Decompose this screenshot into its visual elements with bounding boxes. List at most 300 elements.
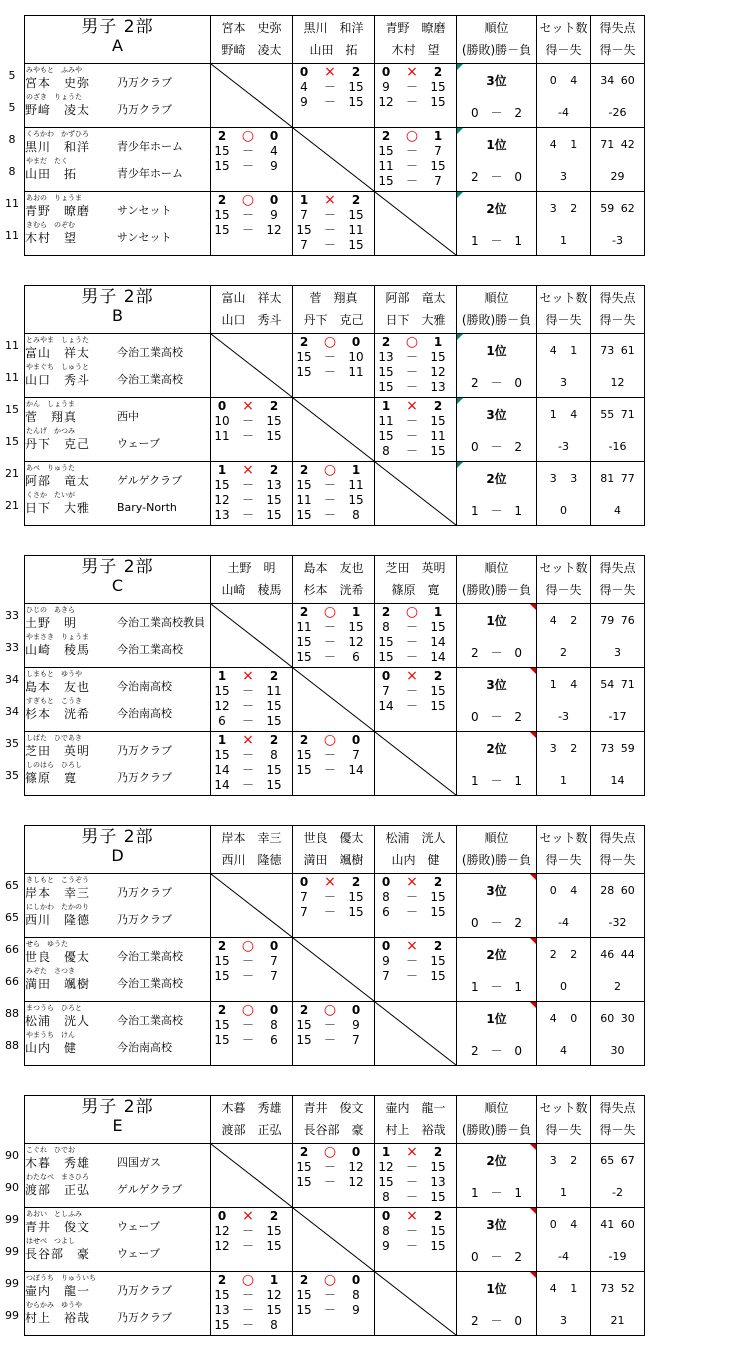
win-mark: ○ bbox=[241, 192, 255, 208]
game-score bbox=[293, 493, 369, 508]
game-score bbox=[375, 650, 451, 665]
win-loss-part: 1 bbox=[514, 980, 523, 994]
seed-number: 35 bbox=[5, 737, 19, 750]
game-score bbox=[375, 699, 451, 714]
score-value: 11 bbox=[296, 620, 312, 634]
game-score bbox=[211, 1318, 287, 1333]
score-value: 15 bbox=[348, 95, 364, 109]
win-loss-part: 1 bbox=[470, 774, 479, 788]
rank-cell bbox=[457, 874, 537, 938]
score-dash: － bbox=[323, 1160, 336, 1174]
group-b bbox=[0, 285, 748, 525]
score-value: 15 bbox=[430, 954, 446, 968]
pair-header-name: 芝田 英明 bbox=[385, 561, 446, 575]
points-count: 65 bbox=[600, 1154, 615, 1167]
sets-diff: 3 bbox=[560, 1314, 567, 1327]
score-value: 9 bbox=[270, 159, 278, 173]
points-header-line: 得－失 bbox=[599, 1123, 636, 1137]
points-cell bbox=[591, 334, 645, 398]
sets-diff: 1 bbox=[560, 774, 567, 787]
score-value: 15 bbox=[296, 1160, 312, 1174]
pair-row bbox=[25, 462, 645, 526]
player-reading: はせべ つよし bbox=[26, 1237, 75, 1245]
player-reading: すぎもと こうき bbox=[26, 697, 82, 705]
corner-marker bbox=[530, 1002, 536, 1008]
player-team: 青少年ホーム bbox=[117, 167, 183, 180]
score-value: 15 bbox=[378, 635, 394, 649]
sets-cell bbox=[537, 64, 591, 128]
sets-cell bbox=[537, 1144, 591, 1208]
score-value: 15 bbox=[348, 208, 364, 222]
player-reading: きしもと こうぞう bbox=[26, 876, 89, 884]
points-cell bbox=[591, 732, 645, 796]
score-value: 15 bbox=[214, 478, 230, 492]
pair-row bbox=[25, 192, 645, 256]
corner-marker bbox=[530, 938, 536, 944]
points-cell bbox=[591, 462, 645, 526]
points-diff: 30 bbox=[610, 1044, 625, 1057]
match-result bbox=[211, 463, 287, 478]
score-value: 7 bbox=[352, 1033, 360, 1047]
score-value: 13 bbox=[266, 478, 282, 492]
rank-place: 1位 bbox=[486, 1012, 507, 1026]
loss-mark: × bbox=[242, 462, 254, 478]
match-result bbox=[375, 1209, 451, 1224]
loss-mark: × bbox=[242, 668, 254, 684]
points-count: 52 bbox=[620, 1282, 635, 1295]
self-cell bbox=[293, 128, 375, 192]
score-value: 12 bbox=[430, 365, 446, 379]
sets-count: 4 bbox=[570, 1218, 578, 1231]
sets-cell bbox=[537, 938, 591, 1002]
match-cell bbox=[375, 128, 457, 192]
sets-count: 2 bbox=[570, 614, 578, 627]
player-reading: やまうち けん bbox=[26, 1031, 75, 1039]
game-score bbox=[293, 763, 369, 778]
sets-won: 2 bbox=[217, 193, 227, 207]
pair-row bbox=[25, 334, 645, 398]
game-score bbox=[211, 1239, 287, 1254]
score-value: 15 bbox=[378, 380, 394, 394]
score-dash: － bbox=[241, 969, 254, 983]
seed-number: 33 bbox=[5, 609, 19, 622]
score-value: 7 bbox=[300, 208, 308, 222]
score-value: 11 bbox=[378, 159, 394, 173]
pair-cell bbox=[25, 1002, 211, 1066]
corner-marker bbox=[457, 64, 463, 70]
points-count: 42 bbox=[620, 138, 635, 151]
score-value: 15 bbox=[296, 1175, 312, 1189]
corner-marker bbox=[530, 874, 536, 880]
pair-header bbox=[375, 826, 457, 874]
match-result bbox=[375, 875, 451, 890]
score-value: 8 bbox=[382, 1190, 390, 1204]
score-dash: － bbox=[405, 699, 418, 713]
group-letter: A bbox=[112, 36, 123, 55]
diagonal-line bbox=[375, 1272, 456, 1335]
sets-header bbox=[537, 16, 591, 64]
score-value: 11 bbox=[378, 414, 394, 428]
group-title-cell bbox=[25, 286, 211, 334]
score-dash: － bbox=[405, 905, 418, 919]
pair-header-name: 杉本 洸希 bbox=[303, 583, 364, 597]
win-loss-part: 0 bbox=[470, 916, 479, 930]
win-mark: ○ bbox=[323, 1002, 337, 1018]
sets-count: 0 bbox=[549, 74, 557, 87]
sets-lost: 2 bbox=[433, 399, 443, 413]
sets-lost: 2 bbox=[269, 669, 279, 683]
win-loss-part: 2 bbox=[514, 1250, 523, 1264]
win-loss bbox=[457, 1186, 536, 1200]
game-score bbox=[211, 478, 287, 493]
score-value: 15 bbox=[348, 238, 364, 252]
group-letter: B bbox=[112, 306, 123, 325]
points-diff: 4 bbox=[614, 504, 621, 517]
points-count: 60 bbox=[620, 74, 635, 87]
score-value: 15 bbox=[430, 444, 446, 458]
seed-number: 34 bbox=[5, 705, 19, 718]
score-value: 8 bbox=[382, 444, 390, 458]
points-header-line: 得失点 bbox=[599, 561, 636, 575]
win-loss-part: 0 bbox=[470, 440, 479, 454]
game-score bbox=[293, 238, 369, 253]
score-value: 9 bbox=[382, 80, 390, 94]
sets-lost: 2 bbox=[433, 939, 443, 953]
score-value: 8 bbox=[270, 1018, 278, 1032]
self-cell bbox=[293, 1208, 375, 1272]
seed-number: 99 bbox=[5, 1245, 19, 1258]
match-result bbox=[293, 65, 369, 80]
rank-cell bbox=[457, 128, 537, 192]
rank-header-line: (勝敗)勝－負 bbox=[461, 313, 532, 327]
sets-lost: 2 bbox=[433, 669, 443, 683]
score-dash: － bbox=[241, 144, 254, 158]
seed-number: 66 bbox=[5, 943, 19, 956]
score-dash: － bbox=[241, 159, 254, 173]
match-result bbox=[211, 1209, 287, 1224]
player-reading: せら ゆうた bbox=[26, 940, 68, 948]
score-value: 15 bbox=[348, 620, 364, 634]
sets-won: 0 bbox=[299, 65, 309, 79]
sets-lost: 1 bbox=[433, 335, 443, 349]
sets-won: 1 bbox=[381, 399, 391, 413]
game-score bbox=[293, 890, 369, 905]
player-reading: まつうら ひろと bbox=[26, 1004, 82, 1012]
score-value: 9 bbox=[300, 95, 308, 109]
win-loss bbox=[457, 440, 536, 454]
win-loss-part: － bbox=[490, 980, 503, 994]
score-value: 11 bbox=[348, 365, 364, 379]
rank-cell bbox=[457, 1002, 537, 1066]
player-team: 今治工業高校 bbox=[117, 1014, 183, 1027]
points-count: 41 bbox=[600, 1218, 615, 1231]
player-name: 木暮 秀雄 bbox=[25, 1156, 91, 1170]
score-dash: － bbox=[405, 635, 418, 649]
diagonal-line bbox=[293, 938, 374, 1001]
score-value: 8 bbox=[382, 890, 390, 904]
match-result bbox=[211, 1273, 287, 1288]
match-result bbox=[375, 605, 451, 620]
game-score bbox=[375, 1224, 451, 1239]
game-score bbox=[375, 635, 451, 650]
score-value: 12 bbox=[348, 1175, 364, 1189]
player-team: 乃万クラブ bbox=[117, 1284, 172, 1297]
sets-count: 4 bbox=[549, 1282, 557, 1295]
pair-row bbox=[25, 938, 645, 1002]
pair-header bbox=[375, 1096, 457, 1144]
score-value: 15 bbox=[296, 1288, 312, 1302]
player-team: ゲルゲクラブ bbox=[117, 474, 183, 487]
match-cell bbox=[211, 668, 293, 732]
player-name: 山口 秀斗 bbox=[25, 373, 91, 387]
points-diff: 29 bbox=[610, 170, 625, 183]
sets-won: 1 bbox=[217, 463, 227, 477]
score-value: 13 bbox=[430, 380, 446, 394]
game-score bbox=[375, 174, 451, 189]
rank-header-line: 順位 bbox=[484, 831, 509, 845]
sets-diff: -4 bbox=[558, 916, 569, 929]
score-dash: － bbox=[405, 159, 418, 173]
score-value: 15 bbox=[348, 905, 364, 919]
player-reading: しばた ひであき bbox=[26, 734, 82, 742]
player-team: 乃万クラブ bbox=[117, 886, 172, 899]
score-value: 15 bbox=[214, 1288, 230, 1302]
rank-place: 1位 bbox=[486, 344, 507, 358]
sets-lost: 1 bbox=[433, 605, 443, 619]
score-dash: － bbox=[323, 1303, 336, 1317]
pair-cell bbox=[25, 938, 211, 1002]
pair-header bbox=[375, 286, 457, 334]
rank-place: 1位 bbox=[486, 614, 507, 628]
pair-row bbox=[25, 874, 645, 938]
score-dash: － bbox=[323, 508, 336, 522]
score-dash: － bbox=[241, 1018, 254, 1032]
sets-diff: -4 bbox=[558, 106, 569, 119]
diagonal-line bbox=[375, 732, 456, 795]
score-dash: － bbox=[241, 508, 254, 522]
score-dash: － bbox=[405, 95, 418, 109]
score-value: 15 bbox=[430, 1239, 446, 1253]
points-count: 60 bbox=[620, 884, 635, 897]
sets-won: 0 bbox=[217, 399, 227, 413]
player-team: 西中 bbox=[117, 410, 139, 423]
game-score bbox=[211, 1033, 287, 1048]
loss-mark: × bbox=[324, 64, 336, 80]
sets-won: 1 bbox=[217, 669, 227, 683]
corner-marker bbox=[530, 668, 536, 674]
points-diff: 3 bbox=[614, 646, 621, 659]
sets-cell bbox=[537, 604, 591, 668]
score-dash: － bbox=[405, 80, 418, 94]
game-score bbox=[293, 1303, 369, 1318]
sets-diff: -3 bbox=[558, 440, 569, 453]
score-value: 13 bbox=[214, 508, 230, 522]
rank-place: 2位 bbox=[486, 948, 507, 962]
loss-mark: × bbox=[406, 64, 418, 80]
score-dash: － bbox=[323, 620, 336, 634]
sets-count: 2 bbox=[570, 948, 578, 961]
win-loss-part: 2 bbox=[470, 646, 479, 660]
player-name: 黒川 和洋 bbox=[25, 140, 91, 154]
win-loss bbox=[457, 234, 536, 248]
pair-cell bbox=[25, 398, 211, 462]
points-diff: -2 bbox=[612, 1186, 623, 1199]
points-header bbox=[591, 16, 645, 64]
score-dash: － bbox=[323, 365, 336, 379]
sets-diff: -3 bbox=[558, 710, 569, 723]
points-header-line: 得失点 bbox=[599, 831, 636, 845]
corner-marker bbox=[530, 1272, 536, 1278]
score-dash: － bbox=[405, 380, 418, 394]
corner-marker bbox=[457, 334, 463, 340]
sets-won: 0 bbox=[381, 1209, 391, 1223]
sets-count: 1 bbox=[570, 1282, 578, 1295]
win-loss-part: － bbox=[490, 1250, 503, 1264]
score-dash: － bbox=[405, 620, 418, 634]
self-cell bbox=[211, 64, 293, 128]
sets-lost: 0 bbox=[269, 939, 279, 953]
score-dash: － bbox=[323, 763, 336, 777]
win-loss bbox=[457, 1314, 536, 1328]
player-reading: くろかわ かずひろ bbox=[26, 130, 89, 138]
loss-mark: × bbox=[406, 668, 418, 684]
sets-count: 3 bbox=[549, 202, 557, 215]
group-table bbox=[24, 285, 645, 526]
game-score bbox=[211, 223, 287, 238]
player-team: 今治工業高校 bbox=[117, 950, 183, 963]
win-loss bbox=[457, 106, 536, 120]
game-score bbox=[211, 414, 287, 429]
rank-cell bbox=[457, 462, 537, 526]
score-value: 15 bbox=[348, 80, 364, 94]
sets-count: 3 bbox=[549, 742, 557, 755]
game-score bbox=[293, 80, 369, 95]
score-value: 14 bbox=[430, 635, 446, 649]
division-title: 男子 2部 bbox=[81, 827, 154, 847]
sets-count: 0 bbox=[549, 884, 557, 897]
pair-header-name: 島本 友也 bbox=[303, 561, 364, 575]
score-dash: － bbox=[241, 714, 254, 728]
rank-place: 1位 bbox=[486, 1282, 507, 1296]
pair-header bbox=[211, 1096, 293, 1144]
rank-place: 3位 bbox=[486, 74, 507, 88]
match-cell bbox=[375, 604, 457, 668]
score-value: 15 bbox=[430, 699, 446, 713]
match-result bbox=[293, 1003, 369, 1018]
seed-number: 88 bbox=[5, 1039, 19, 1052]
pair-cell bbox=[25, 1144, 211, 1208]
game-score bbox=[375, 1190, 451, 1205]
player-team: 乃万クラブ bbox=[117, 1311, 172, 1324]
score-value: 11 bbox=[348, 223, 364, 237]
game-score bbox=[211, 493, 287, 508]
score-value: 8 bbox=[382, 620, 390, 634]
sets-won: 1 bbox=[299, 193, 309, 207]
score-value: 12 bbox=[214, 1239, 230, 1253]
rank-place: 3位 bbox=[486, 884, 507, 898]
sets-header bbox=[537, 556, 591, 604]
rank-place: 2位 bbox=[486, 742, 507, 756]
win-loss-part: 0 bbox=[470, 106, 479, 120]
game-score bbox=[375, 1160, 451, 1175]
seed-number: 34 bbox=[5, 673, 19, 686]
score-value: 13 bbox=[214, 1303, 230, 1317]
win-loss-part: 0 bbox=[514, 1314, 523, 1328]
points-cell bbox=[591, 1272, 645, 1336]
self-cell bbox=[375, 462, 457, 526]
pair-header-name: 野崎 凌太 bbox=[221, 43, 282, 57]
points-header-line: 得－失 bbox=[599, 583, 636, 597]
pair-cell bbox=[25, 462, 211, 526]
group-table bbox=[24, 1095, 645, 1336]
sets-lost: 2 bbox=[269, 733, 279, 747]
sets-lost: 0 bbox=[269, 129, 279, 143]
sets-count: 4 bbox=[549, 614, 557, 627]
sets-lost: 2 bbox=[351, 875, 361, 889]
game-score bbox=[211, 954, 287, 969]
self-cell bbox=[293, 668, 375, 732]
pair-cell bbox=[25, 192, 211, 256]
sets-count: 0 bbox=[570, 1012, 578, 1025]
sets-lost: 2 bbox=[433, 1145, 443, 1159]
points-cell bbox=[591, 64, 645, 128]
pair-header-name: 篠原 寛 bbox=[391, 583, 440, 597]
points-count: 73 bbox=[600, 1282, 615, 1295]
corner-marker bbox=[530, 604, 536, 610]
win-mark: ○ bbox=[323, 1144, 337, 1160]
sets-won: 2 bbox=[217, 1003, 227, 1017]
win-loss bbox=[457, 774, 536, 788]
sets-count: 1 bbox=[549, 408, 557, 421]
score-dash: － bbox=[405, 1175, 418, 1189]
group-table bbox=[24, 555, 645, 796]
sets-lost: 2 bbox=[351, 193, 361, 207]
pair-row bbox=[25, 1144, 645, 1208]
sets-won: 1 bbox=[381, 1145, 391, 1159]
win-loss-part: 0 bbox=[514, 1044, 523, 1058]
game-score bbox=[375, 365, 451, 380]
score-value: 7 bbox=[300, 890, 308, 904]
player-team: 今治南高校 bbox=[117, 707, 172, 720]
score-value: 6 bbox=[218, 714, 226, 728]
game-score bbox=[211, 969, 287, 984]
rank-cell bbox=[457, 938, 537, 1002]
sets-cell bbox=[537, 128, 591, 192]
score-value: 6 bbox=[352, 650, 360, 664]
score-value: 7 bbox=[352, 748, 360, 762]
player-team: Bary-North bbox=[117, 501, 177, 514]
game-score bbox=[293, 508, 369, 523]
diagonal-line bbox=[211, 64, 292, 127]
rank-header-line: 順位 bbox=[484, 21, 509, 35]
player-name: 丹下 克己 bbox=[25, 437, 91, 451]
player-name: 山内 健 bbox=[25, 1041, 78, 1055]
score-dash: － bbox=[241, 429, 254, 443]
win-loss bbox=[457, 710, 536, 724]
score-value: 14 bbox=[378, 699, 394, 713]
score-dash: － bbox=[323, 1288, 336, 1302]
match-cell bbox=[293, 1144, 375, 1208]
sets-lost: 1 bbox=[433, 129, 443, 143]
sets-lost: 2 bbox=[269, 1209, 279, 1223]
win-loss-part: 0 bbox=[514, 170, 523, 184]
seed-number: 88 bbox=[5, 1007, 19, 1020]
score-dash: － bbox=[405, 429, 418, 443]
player-team: サンセット bbox=[117, 231, 172, 244]
score-value: 15 bbox=[378, 144, 394, 158]
sets-won: 2 bbox=[299, 335, 309, 349]
player-team: 今治南高校 bbox=[117, 1041, 172, 1054]
